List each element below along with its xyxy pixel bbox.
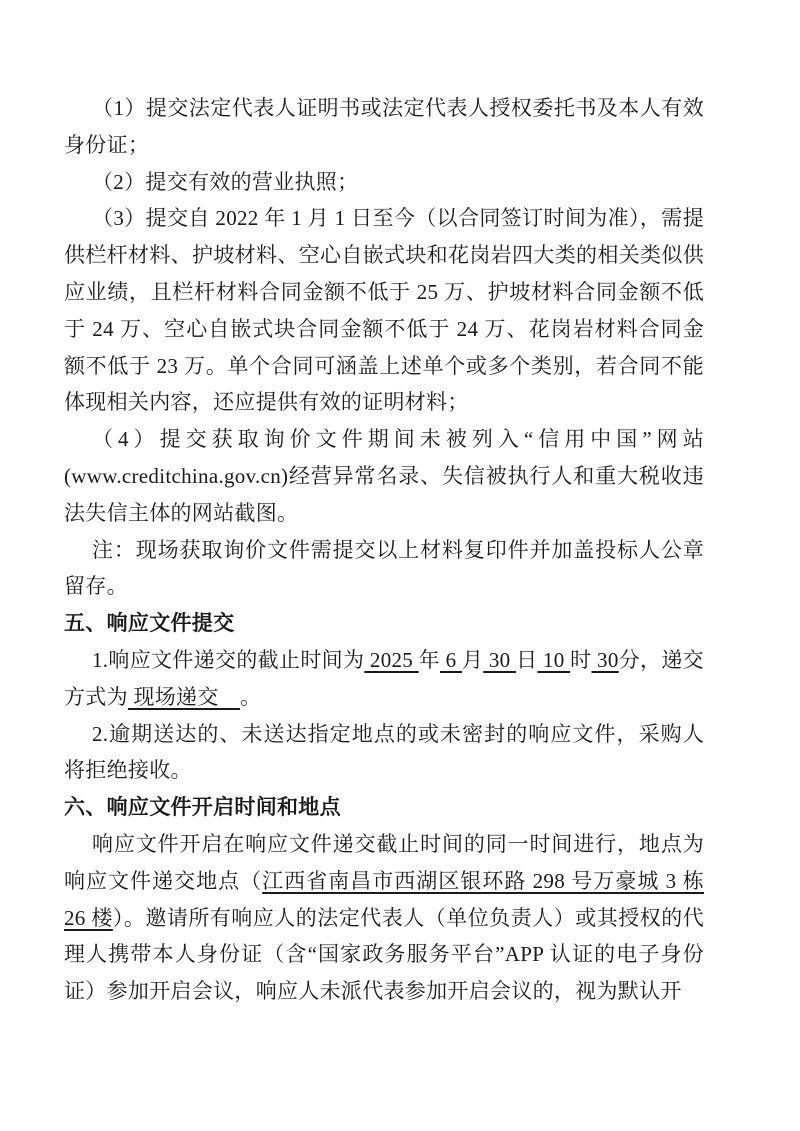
text-run: 日 bbox=[516, 647, 538, 672]
text-run: 六、响应文件开启时间和地点 bbox=[64, 795, 341, 820]
paragraph bbox=[64, 164, 704, 201]
text-run: 年 bbox=[418, 647, 440, 672]
paragraph bbox=[64, 200, 704, 421]
text-run: （3）提交自 2022 年 1 月 1 日至今（以合同签订时间为准），需提供栏杆材料、护坡材料、空心自嵌式块和花岗岩四大类的相关类似供应业绩，且栏杆材料合同金额不低于 25 万、护坡材料合同金额不低于 24 万、空心自嵌式块合同金额不低于 24 万、花岗岩材料合同金额不低于 23 万。单个合同可涵盖上述单个或多个类别，若合同不能体现相关内容，还应提供有效的证明材料； bbox=[64, 206, 704, 415]
underlined-text: 现场递交 bbox=[127, 684, 240, 709]
document-content bbox=[64, 90, 704, 1010]
text-run: （4）提交获取询价文件期间未被列入“信用中国”网站(www.creditchina.gov.cn)经营异常名录、失信被执行人和重大税收违法失信主体的网站截图。 bbox=[64, 427, 704, 525]
text-run: 2.逾期送达的、未送达指定地点的或未密封的响应文件，采购人将拒绝接收。 bbox=[64, 721, 704, 783]
underlined-text: 江西省南昌市西湖区银环路 298 号万豪城 3 栋 26 楼 bbox=[64, 868, 704, 930]
text-run: ）。邀请所有响应人的法定代表人（单位负责人）或其授权的代理人携带本人身份证（含“国家政务服务平台”APP 认证的电子身份证）参加开启会议，响应人未派代表参加开启会议的，视为默认开 bbox=[64, 905, 704, 1004]
paragraph bbox=[64, 421, 704, 531]
paragraph bbox=[64, 642, 704, 716]
underlined-text: 30 bbox=[483, 647, 517, 672]
paragraph bbox=[64, 716, 704, 790]
text-run: （2）提交有效的营业执照； bbox=[92, 169, 359, 194]
text-run: 。 bbox=[239, 684, 262, 709]
underlined-text: 2025 bbox=[364, 647, 419, 672]
underlined-text: 6 bbox=[440, 647, 462, 672]
text-run: 月 bbox=[461, 647, 484, 672]
text-run: 1.响应文件递交的截止时间为 bbox=[92, 647, 365, 672]
section-heading bbox=[64, 789, 704, 826]
paragraph bbox=[64, 532, 704, 606]
section-heading bbox=[64, 605, 704, 642]
text-run: （1）提交法定代表人证明书或法定代表人授权委托书及本人有效身份证； bbox=[64, 96, 704, 157]
text-run: 时 bbox=[570, 647, 592, 672]
paragraph bbox=[64, 90, 704, 164]
underlined-text: 30 bbox=[591, 647, 619, 672]
text-run: 五、响应文件提交 bbox=[64, 611, 235, 636]
text-run: 分，递交方式为 bbox=[64, 647, 704, 709]
text-run: 注：现场获取询价文件需提交以上材料复印件并加盖投标人公章留存。 bbox=[64, 537, 704, 599]
paragraph bbox=[64, 826, 704, 1010]
underlined-text: 10 bbox=[537, 647, 571, 672]
text-run: 响应文件开启在响应文件递交截止时间的同一时间进行，地点为响应文件递交地点（ bbox=[64, 831, 704, 893]
